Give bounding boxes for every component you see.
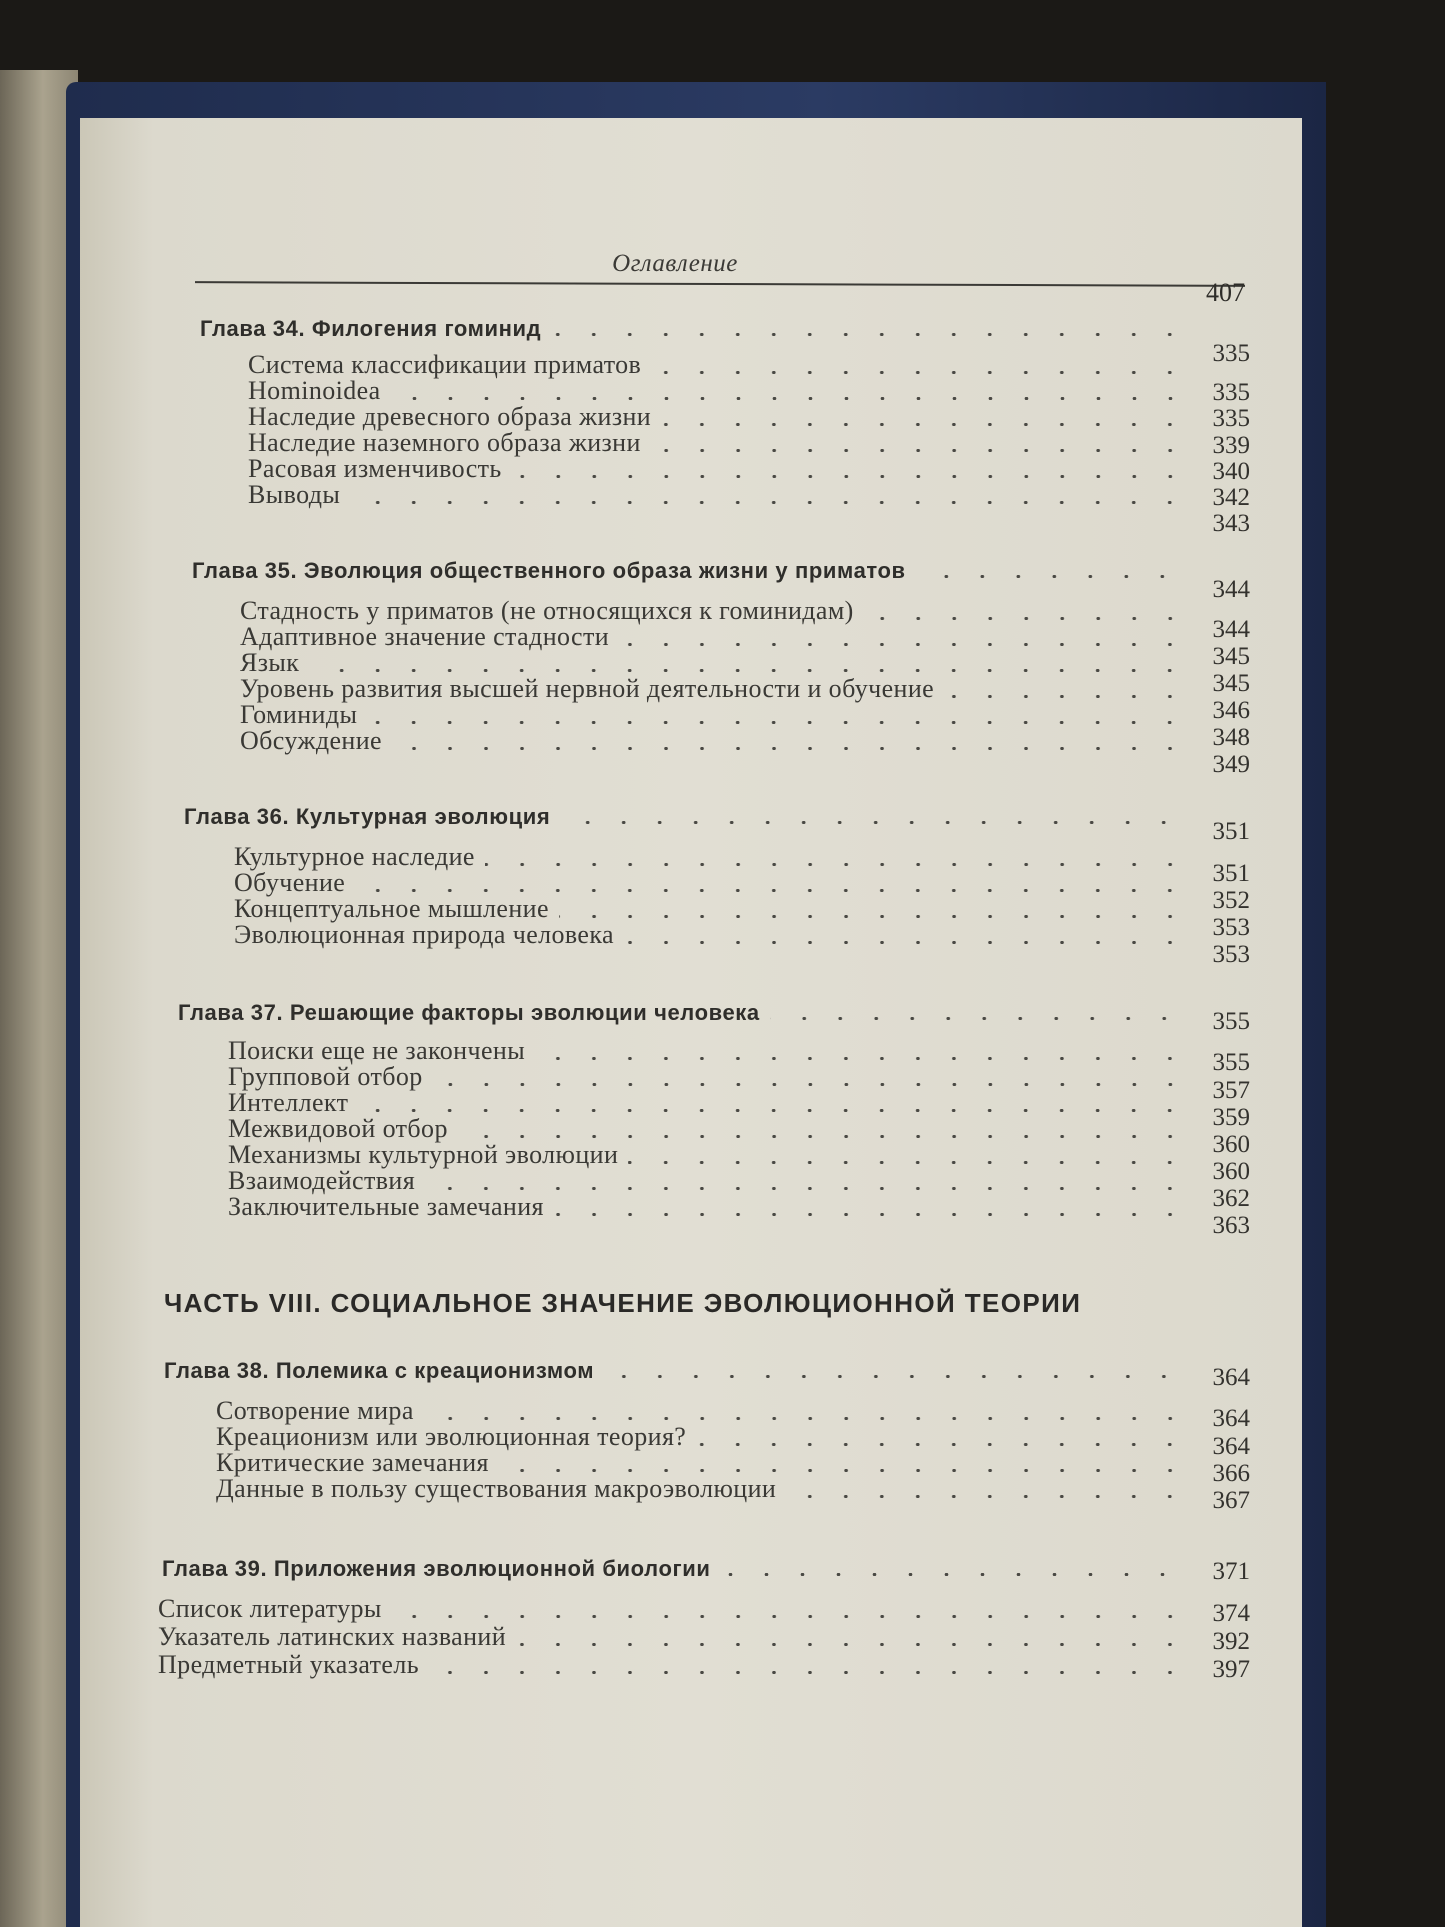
toc-entry: Креационизм или эволюционная теория? [216, 1422, 1200, 1452]
toc-chapter-36 [184, 804, 1194, 830]
chapter-title: Глава 39. Приложения эволюционной биологии [162, 1556, 711, 1581]
toc-entry: Заключительные замечания [228, 1192, 1200, 1222]
page-number: 374 [1212, 1600, 1250, 1627]
toc-entry: Межвидовой отбор [228, 1114, 1200, 1144]
page-number: 339 [1212, 432, 1250, 459]
page-number: 353 [1212, 914, 1250, 941]
dot-leader [551, 333, 1188, 336]
toc-entry: Язык [240, 648, 1200, 678]
page-number: 353 [1212, 941, 1250, 968]
page-number: 342 [1212, 484, 1250, 511]
page-number: 360 [1212, 1131, 1250, 1158]
toc-entry: Уровень развития высшей нервной деятельности и обучение [240, 674, 1200, 704]
page-number: 335 [1212, 340, 1250, 367]
chapter-title: Глава 36. Культурная эволюция [184, 804, 551, 829]
toc-entry: Поиски еще не закончены [228, 1036, 1200, 1066]
toc-entry: Обсуждение [240, 726, 1200, 756]
part-title: ЧАСТЬ VIII. СОЦИАЛЬНОЕ ЗНАЧЕНИЕ ЭВОЛЮЦИОННОЙ ТЕОРИИ [164, 1288, 1082, 1318]
toc-entry: Наследие древесного образа жизни [248, 402, 1200, 432]
toc-entry: Адаптивное значение стадности [240, 622, 1200, 652]
chapter-title: Глава 37. Решающие факторы эволюции человека [178, 1000, 760, 1025]
page-number: 392 [1212, 1628, 1250, 1655]
page-number: 364 [1212, 1433, 1250, 1460]
page-number: 340 [1212, 458, 1250, 485]
toc-entry: Расовая изменчивость [248, 454, 1200, 484]
page-number: 351 [1212, 818, 1250, 845]
page-number: 363 [1212, 1212, 1250, 1239]
toc-chapter-35 [192, 558, 1192, 584]
page-number: 371 [1212, 1558, 1250, 1585]
page-number: 355 [1212, 1008, 1250, 1035]
page-number: 345 [1212, 670, 1250, 697]
header-title: Оглавление [612, 250, 738, 277]
toc-entry: Выводы [248, 480, 1200, 510]
toc-part-8 [164, 1288, 1204, 1319]
page-number: 352 [1212, 887, 1250, 914]
toc-entry-latin-index: Указатель латинских названий [158, 1622, 1200, 1652]
page-number: 362 [1212, 1185, 1250, 1212]
toc-chapter-38 [164, 1358, 1194, 1384]
toc-entry: Интеллект [228, 1088, 1200, 1118]
page-number: 349 [1212, 751, 1250, 778]
chapter-title: Глава 38. Полемика с креационизмом [164, 1358, 595, 1383]
page-number: 357 [1212, 1077, 1250, 1104]
toc-entry: Наследие наземного образа жизни [248, 428, 1200, 458]
toc-entry: Обучение [234, 868, 1200, 898]
toc-entry: Система классификации приматов [248, 350, 1200, 380]
toc-entry: Культурное наследие [234, 842, 1200, 872]
toc-chapter-37 [178, 1000, 1194, 1026]
page-number: 397 [1212, 1656, 1250, 1683]
toc-entry: Концептуальное мышление [234, 894, 1200, 924]
page-number: 359 [1212, 1104, 1250, 1131]
header-page-number: 407 [1206, 278, 1245, 307]
toc-entry: Групповой отбор [228, 1062, 1200, 1092]
chapter-title: Глава 34. Филогения гоминид [200, 316, 542, 341]
page-number: 343 [1212, 510, 1250, 537]
page-number: 364 [1212, 1405, 1250, 1432]
toc-entry: Критические замечания [216, 1448, 1200, 1478]
toc-entry: Механизмы культурной эволюции [228, 1140, 1200, 1170]
page-number: 351 [1212, 860, 1250, 887]
page-number: 335 [1212, 379, 1250, 406]
toc-entry: Hominoidea [248, 376, 1200, 406]
page-number: 345 [1212, 643, 1250, 670]
page-number: 366 [1212, 1460, 1250, 1487]
toc-entry-bibliography: Список литературы [158, 1594, 1200, 1624]
toc-entry: Данные в пользу существования макроэволюции [216, 1474, 1200, 1504]
page-number: 344 [1212, 576, 1250, 603]
toc-entry: Взаимодействия [228, 1166, 1200, 1196]
toc-entry: Сотворение мира [216, 1396, 1200, 1426]
toc-entry: Стадность у приматов (не относящихся к гоминидам) [240, 596, 1200, 626]
page-number: 335 [1212, 405, 1250, 432]
toc-entry: Гоминиды [240, 700, 1200, 730]
toc-entry-subject-index: Предметный указатель [158, 1650, 1200, 1680]
page-number: 364 [1212, 1364, 1250, 1391]
chapter-title: Глава 35. Эволюция общественного образа жизни у приматов [192, 558, 906, 583]
page-number: 355 [1212, 1049, 1250, 1076]
page-number: 348 [1212, 724, 1250, 751]
page-number: 344 [1212, 616, 1250, 643]
toc-chapter-39 [162, 1556, 1192, 1582]
toc-chapter-34 [200, 316, 1200, 342]
page-number: 367 [1212, 1487, 1250, 1514]
page-number: 360 [1212, 1158, 1250, 1185]
page-number: 346 [1212, 697, 1250, 724]
toc-entry: Эволюционная природа человека [234, 920, 1200, 950]
